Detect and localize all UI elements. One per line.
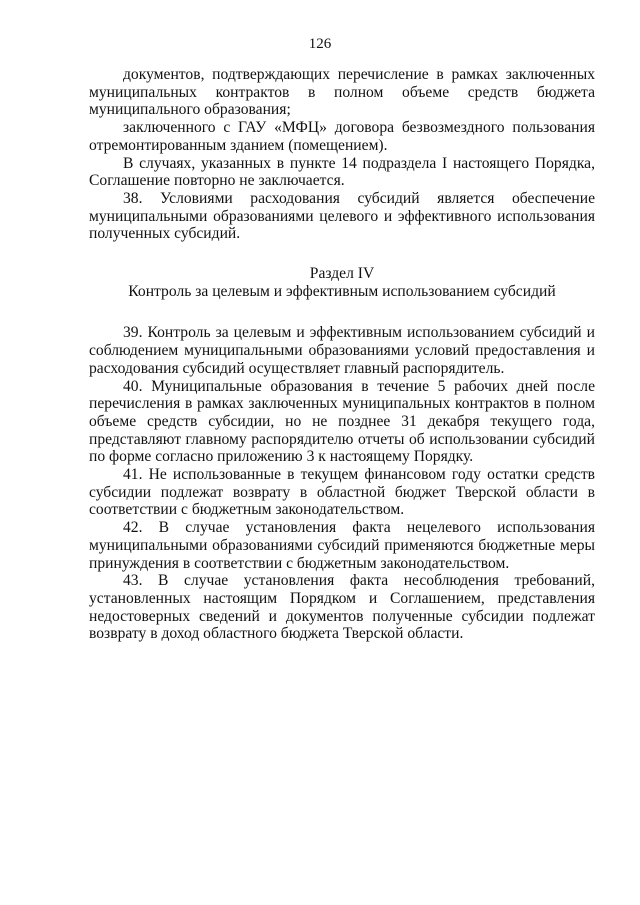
paragraph-item-38: 38. Условиями расходования субсидий является обеспечение муниципальными образованиями целевого и эффективного использования полученных субсидий. <box>89 189 595 243</box>
paragraph-item-39: 39. Контроль за целевым и эффективным использованием субсидий и соблюдением муниципальными образованиями условий предоставления и расходования субсидий осуществляет главный распорядитель. <box>89 324 595 377</box>
paragraph-item-41: 41. Не использованные в текущем финансовом году остатки средств субсидии подлежат возврату в областной бюджет Тверской области в соответствии с бюджетным законодательством. <box>89 466 595 519</box>
section-heading: Раздел IV <box>309 265 375 283</box>
page-number: 126 <box>308 36 332 52</box>
document-body <box>89 66 595 643</box>
section-title: Контроль за целевым и эффективным использованием субсидий <box>128 282 556 300</box>
paragraph-item-42: 42. В случае установления факта нецелевого использования муниципальными образованиями субсидий применяются бюджетные меры принуждения в соответствии с бюджетным законодательством. <box>89 519 595 572</box>
paragraph-documents-confirmation: документов, подтверждающих перечисление в рамках заключенных муниципальных контрактов в полном объеме средств бюджета муниципального образования; <box>89 66 595 119</box>
paragraph-item-43: 43. В случае установления факта несоблюдения требований, установленных настоящим Порядком и Соглашением, представления недостоверных сведений и документов полученные субсидии подлежат возврату в доход областного бюджета Тверской области. <box>89 572 595 643</box>
paragraph-agreement-not-reconcluded: В случаях, указанных в пункте 14 подраздела I настоящего Порядка, Соглашение повторно не заключается. <box>89 154 595 190</box>
paragraph-mfc-agreement: заключенного с ГАУ «МФЦ» договора безвозмездного пользования отремонтированным зданием (помещением). <box>89 119 595 154</box>
paragraph-item-40: 40. Муниципальные образования в течение 5 рабочих дней после перечисления в рамках заключенных муниципальных контрактов в полном объеме средств субсидии, но не позднее 31 декабря текущего года, представляют главному распорядителю отчеты об использовании субсидий по форме согласно приложению 3 к настоящему Порядку. <box>89 377 595 466</box>
